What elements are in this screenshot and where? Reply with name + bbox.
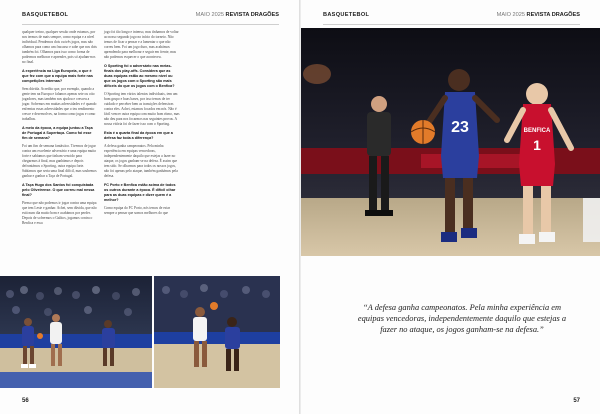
text-column-2 [104, 30, 180, 219]
game-photo-center [154, 276, 280, 388]
paragraph: A defesa ganha campeonatos. Pela minha experiência em equipas vencedoras, independentemente daquilo que estejas a fazer no ataque, os jogos ganham-se na defesa. É assim que tem sido. Se olharmos para todos os nossos jogos, não foi apenas pelo ataque, também ganhámos pela defesa. [104, 144, 178, 178]
issue-date: MAIO 2025 [195, 12, 224, 18]
interview-question: Esta é a quarta final da época em que a defesa faz toda a diferença? [104, 131, 173, 140]
paragraph: O Sporting tem vários talentos individuais, tem um bom grupo e boas bases, por isso temos de ter cuidado e perceber bem as transições defensivas contra eles. Achei, estamos focados em nós. Não é fácil vencer outra equipa com muito bom ritmo, mas não deu para nos focarmos nas seguintes provas. A nossa vitória foi de fazer isso com o Sporting. [104, 92, 180, 126]
interview-question: A Taça Hugo dos Santos foi conquistada pelo Oliveirense. O que correu mal nessa final? [22, 183, 95, 197]
page-number: 57 [573, 398, 580, 404]
left-page-header [22, 12, 279, 22]
interview-question: A meio da época, a equipa juntou a Taça de Portugal à Supertaça. Como foi esse fim de semana? [22, 126, 93, 140]
page-meta [497, 12, 580, 18]
jersey-text-red: BENFICA [523, 128, 551, 134]
paragraph: Foi um fim de semana fantástico. Tivemos de jogar contra um excelente adversário e uma equipa muito forte e sabíamos que tinham vencido para chegarmos à final, mas ganhámos e depois defrontámos o Sporting, outra equipa forte. Sabíamos que seria uma final difícil, mas soubemos ganhar e ganhar a Taça de Portugal. [22, 144, 97, 178]
basketball-hero-photo [301, 28, 600, 256]
interview-question: FC Porto e Benfica estão acima de todos os outros durante a época. É difícil olhar para as duas equipas e dizer quem é a melhor? [104, 183, 176, 202]
right-page-header [323, 12, 580, 22]
right-page [301, 0, 600, 414]
section-title: BASQUETEBOL [22, 12, 69, 18]
paragraph: jogo foi tão longo e intenso, mas tínhamos de voltar ao nosso segundo jogo no início do torneio. Não temos de ficar a pensar e a lamentar o que não correu bem. Foi um jogo duro, mas acabámos aprendendo para melhorar e seguir em frente, mas não podemos esquecer o que aconteceu. [104, 30, 179, 59]
paragraph: Como equipa do FC Porto, nós temos de estar sempre a pensar que somos melhores do que [104, 206, 170, 215]
interview-question: A experiência na Liga Europeia, o que é que fez com que a equipa mais forte nas competições internas? [22, 69, 93, 83]
hero-game-photo [301, 28, 600, 256]
pull-quote: “A defesa ganha campeonatos. Pela minha experiência em equipas vencedoras, independentemente daquilo que estejas a fazer no ataque, os jogos ganham-se na defesa.” [357, 303, 567, 334]
basketball-action-photo [0, 276, 152, 388]
page-number: 56 [22, 398, 29, 404]
magazine-name: REVISTA DRAGÕES [526, 12, 580, 18]
header-rule [22, 24, 279, 25]
jersey-number-red: 1 [533, 137, 541, 153]
magazine-name: REVISTA DRAGÕES [225, 12, 279, 18]
jersey-number-blue: 23 [451, 119, 469, 136]
section-title: BASQUETEBOL [323, 12, 370, 18]
header-rule [323, 24, 580, 25]
paragraph: qualquer treino, qualquer sessão onde estamos, por nos termos de mais sempre, como equipa e a nível individual. Pendemos dois ou três jogos, mas não olhamos para como um fracasso e sabe que nos dois também foi. Olhamos para isso como forma de podermos melhorar e aprender, pois só ajudam-nos no final. [22, 30, 97, 64]
interview-question: O Sporting foi o adversário nas meias-finais dos play-offs. Considera que as duas equipas estão ao mesmo nível ou que os jogos com o Sporting são mais difíceis do que os jogos com o Benfica? [104, 64, 175, 88]
text-column-1 [22, 30, 98, 229]
issue-date: MAIO 2025 [496, 12, 525, 18]
basketball-action-photo-2 [154, 276, 280, 388]
game-photo-left [0, 276, 152, 388]
paragraph: Pienso que não podemos ir jogar contra uma equipa que tem Leste e ganhar. Achei, sem dúvida, que não está num dia muito bom e acabámos por perder. Depois de sofrermos o Galitos, jogamos contra o Benfica e essa [22, 201, 97, 225]
paragraph: Sem dúvida. Acredito que, por exemplo, quando a gente tem na Europa e falamos apenas sete ou oito jogadores, mas também nos ajudou e cresceu a jogar. Sofremos em muitas adversidades e é quando enfrentas essas adversidades que o teu rendimento cresce e desenvolves, na forma como jogas e como trabalhas. [22, 87, 97, 121]
page-meta [196, 12, 279, 18]
